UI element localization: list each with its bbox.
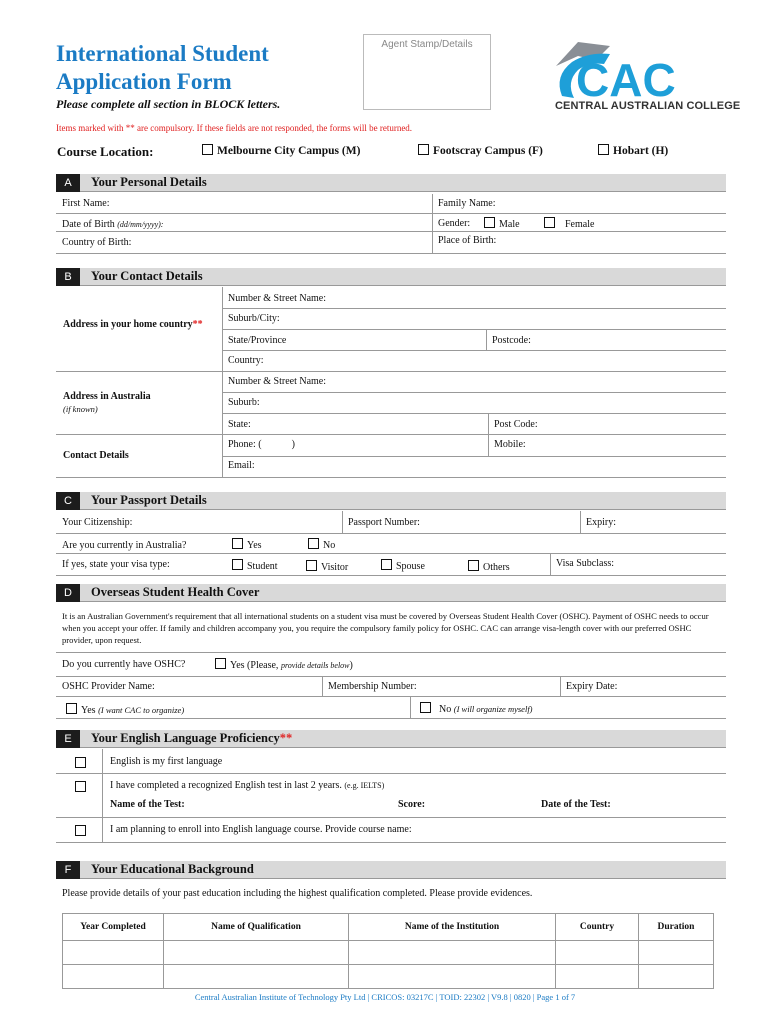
table-cell[interactable] xyxy=(349,965,556,989)
place-birth-field[interactable]: Place of Birth: xyxy=(438,235,497,246)
divider xyxy=(56,477,726,478)
checkbox-icon[interactable] xyxy=(484,217,495,228)
table-cell[interactable] xyxy=(164,965,349,989)
dob-label: Date of Birth xyxy=(62,219,118,230)
aus-street-field[interactable]: Number & Street Name: xyxy=(228,376,327,387)
section-a-header xyxy=(56,174,726,192)
home-country-field[interactable]: Country: xyxy=(228,355,264,366)
phone-label: Phone: ( xyxy=(228,439,262,450)
table-cell[interactable] xyxy=(639,941,714,965)
page-footer: Central Australian Institute of Technology Pty Ltd | CRICOS: 03217C | TOID: 22302 | V9.8 | 0820 | Page 1 of 7 xyxy=(194,992,576,1002)
visa-spouse-option[interactable] xyxy=(381,559,425,572)
checkbox-icon[interactable] xyxy=(468,560,479,571)
english-course-checkbox-icon[interactable] xyxy=(75,825,86,836)
visa-type-label: If yes, state your visa type: xyxy=(62,559,170,570)
close-paren: ) xyxy=(349,660,353,671)
checkbox-icon[interactable] xyxy=(544,217,555,228)
col-qualification: Name of Qualification xyxy=(164,914,349,941)
divider xyxy=(56,533,726,534)
checkbox-icon[interactable] xyxy=(420,702,431,713)
section-letter: C xyxy=(56,492,80,510)
title-line-1: International Student xyxy=(56,41,269,66)
section-c-header xyxy=(56,492,726,510)
col-institution: Name of the Institution xyxy=(349,914,556,941)
email-field[interactable]: Email: xyxy=(228,460,255,471)
divider xyxy=(410,696,411,718)
college-name: CENTRAL AUSTRALIAN COLLEGE xyxy=(555,100,741,112)
gender-label: Gender: xyxy=(438,218,471,229)
section-title: Your Passport Details xyxy=(91,493,207,507)
divider xyxy=(222,350,726,351)
divider xyxy=(222,329,726,330)
aus-suburb-field[interactable]: Suburb: xyxy=(228,397,260,408)
test-score-field[interactable]: Score: xyxy=(398,799,426,810)
compulsory-notice: Items marked with ** are compulsory. If these fields are not responded, the forms will be returned. xyxy=(56,123,413,133)
divider xyxy=(488,413,489,457)
divider xyxy=(102,749,103,843)
divider xyxy=(56,718,726,719)
english-test-example: (e.g. IELTS) xyxy=(344,781,385,790)
section-title: Your Contact Details xyxy=(91,269,203,283)
section-e-header xyxy=(56,730,726,748)
dob-format: (dd/mm/yyyy): xyxy=(117,220,164,229)
spouse-label: Spouse xyxy=(396,561,425,572)
checkbox-icon[interactable] xyxy=(215,658,226,669)
no-label: No xyxy=(323,540,336,551)
divider xyxy=(56,817,726,818)
section-letter: D xyxy=(56,584,80,602)
yes-cac-label: Yes xyxy=(81,705,99,716)
citizenship-field[interactable]: Your Citizenship: xyxy=(62,517,133,528)
divider xyxy=(342,511,343,533)
mobile-field[interactable]: Mobile: xyxy=(494,439,526,450)
table-cell[interactable] xyxy=(63,941,164,965)
divider xyxy=(56,213,726,214)
table-row xyxy=(63,965,714,989)
divider xyxy=(56,434,726,435)
table-row xyxy=(63,941,714,965)
female-label: Female xyxy=(565,219,595,230)
section-f-header xyxy=(56,861,726,879)
col-country: Country xyxy=(556,914,639,941)
divider xyxy=(432,194,433,254)
provide-details-label: provide details below xyxy=(280,661,350,670)
course-option-label: Melbourne City Campus (M) xyxy=(217,145,361,157)
cac-organize-label: (I want CAC to organize) xyxy=(98,705,185,715)
oshc-expiry-field[interactable]: Expiry Date: xyxy=(566,681,618,692)
divider xyxy=(56,231,726,232)
agent-stamp-label: Agent Stamp/Details xyxy=(381,39,473,50)
course-option-footscray[interactable] xyxy=(418,144,543,157)
divider xyxy=(560,676,561,696)
checkbox-icon[interactable] xyxy=(381,559,392,570)
oshc-provider-field[interactable]: OSHC Provider Name: xyxy=(62,681,155,692)
dob-field[interactable] xyxy=(62,219,163,230)
education-table xyxy=(62,913,714,989)
checkbox-icon[interactable] xyxy=(66,703,77,714)
required-marker: ** xyxy=(192,319,203,330)
section-title: Your Educational Background xyxy=(91,862,254,876)
oshc-self-organize-option[interactable] xyxy=(420,702,533,715)
family-name-field[interactable]: Family Name: xyxy=(438,198,496,209)
divider xyxy=(222,287,223,477)
section-letter: B xyxy=(56,268,80,286)
divider xyxy=(322,676,323,696)
aus-address-note: (if known) xyxy=(63,404,98,414)
logo-letters: CAC xyxy=(576,54,676,106)
home-state-field[interactable]: State/Province xyxy=(228,335,287,346)
contact-details-label: Contact Details xyxy=(63,450,129,461)
english-test-option xyxy=(110,780,384,791)
no-label: No xyxy=(439,704,454,715)
section-title: Your Personal Details xyxy=(91,175,207,189)
section-b-header xyxy=(56,268,726,286)
divider xyxy=(486,329,487,350)
table-cell[interactable] xyxy=(63,965,164,989)
checkbox-icon[interactable] xyxy=(232,559,243,570)
table-cell[interactable] xyxy=(164,941,349,965)
test-name-field[interactable]: Name of the Test: xyxy=(110,799,185,810)
divider xyxy=(56,575,726,576)
visa-subclass-field[interactable]: Visa Subclass: xyxy=(556,558,615,569)
education-instructions: Please provide details of your past education including the highest qualification completed. Please provide evidences. xyxy=(62,888,533,899)
checkbox-icon[interactable] xyxy=(306,560,317,571)
oshc-membership-field[interactable]: Membership Number: xyxy=(328,681,417,692)
english-test-checkbox-icon[interactable] xyxy=(75,781,86,792)
english-course-option[interactable]: I am planning to enroll into English language course. Provide course name: xyxy=(110,824,412,835)
table-cell[interactable] xyxy=(349,941,556,965)
phone-field[interactable] xyxy=(228,439,295,450)
divider xyxy=(56,696,726,697)
col-duration: Duration xyxy=(639,914,714,941)
course-option-hobart[interactable] xyxy=(598,144,668,157)
have-oshc-yes[interactable] xyxy=(215,658,353,671)
form-subtitle: Please complete all section in BLOCK letters. xyxy=(56,97,281,111)
english-first-checkbox-icon[interactable] xyxy=(75,757,86,768)
col-year-completed: Year Completed xyxy=(63,914,164,941)
home-street-field[interactable]: Number & Street Name: xyxy=(228,293,327,304)
aus-state-field[interactable]: State: xyxy=(228,419,251,430)
divider xyxy=(222,456,726,457)
section-title: Overseas Student Health Cover xyxy=(91,585,260,599)
agent-stamp-box[interactable] xyxy=(363,34,491,110)
oshc-paragraph: It is an Australian Government's requirement that all international students on a student visa must be covered by Overseas Student Health Cover (OSHC). Payment of OSHC needs to occur when you accept your offer. If family and children accompany you, you require the compulsory family policy for OSHC. CAC can arrange visa-length cover with our preferred OSHC provider, upon request. xyxy=(62,611,709,645)
home-postcode-field[interactable]: Postcode: xyxy=(492,335,531,346)
divider xyxy=(56,253,726,254)
section-title xyxy=(91,731,292,746)
in-australia-label: Are you currently in Australia? xyxy=(62,540,187,551)
test-date-field[interactable]: Date of the Test: xyxy=(541,799,611,810)
course-option-melbourne[interactable] xyxy=(202,144,360,157)
table-cell[interactable] xyxy=(556,965,639,989)
passport-expiry-field[interactable]: Expiry: xyxy=(586,517,616,528)
visitor-label: Visitor xyxy=(321,562,349,573)
oshc-cac-organize-option[interactable] xyxy=(66,703,184,716)
form-title xyxy=(56,40,269,96)
course-option-label: Footscray Campus (F) xyxy=(433,145,543,157)
divider xyxy=(550,553,551,575)
divider xyxy=(56,842,726,843)
others-label: Others xyxy=(483,562,510,573)
gender-female-option[interactable] xyxy=(544,217,594,230)
gender-male-option[interactable] xyxy=(484,217,520,230)
checkbox-icon[interactable] xyxy=(598,144,609,155)
divider xyxy=(56,553,726,554)
aus-address-label: Address in Australia xyxy=(63,391,151,402)
visa-others-option[interactable] xyxy=(468,560,510,573)
passport-number-field[interactable]: Passport Number: xyxy=(348,517,420,528)
yes-please-label: Yes (Please, xyxy=(230,660,281,671)
title-line-2: Application Form xyxy=(56,69,232,94)
section-letter: A xyxy=(56,174,80,192)
organize-myself-label: (I will organize myself) xyxy=(453,704,533,714)
english-first-language-option: English is my first language xyxy=(110,756,223,767)
home-address-label xyxy=(63,318,203,331)
required-marker: ** xyxy=(279,731,293,745)
first-name-field[interactable]: First Name: xyxy=(62,198,110,209)
visa-visitor-option[interactable] xyxy=(306,560,348,573)
section-letter: E xyxy=(56,730,80,748)
country-birth-field[interactable]: Country of Birth: xyxy=(62,237,132,248)
checkbox-icon[interactable] xyxy=(202,144,213,155)
checkbox-icon[interactable] xyxy=(232,538,243,549)
table-cell[interactable] xyxy=(639,965,714,989)
section-d-header xyxy=(56,584,726,602)
yes-label: Yes xyxy=(247,540,262,551)
in-australia-no[interactable] xyxy=(308,538,335,551)
divider xyxy=(222,413,726,414)
divider xyxy=(56,371,726,372)
table-header-row xyxy=(63,914,714,941)
section-letter: F xyxy=(56,861,80,879)
divider xyxy=(56,676,726,677)
student-label: Student xyxy=(247,561,278,572)
male-label: Male xyxy=(499,219,520,230)
have-oshc-label: Do you currently have OSHC? xyxy=(62,659,186,670)
divider xyxy=(222,308,726,309)
aus-postcode-field[interactable]: Post Code: xyxy=(494,419,538,430)
section-title-text: Your English Language Proficiency xyxy=(91,731,280,745)
in-australia-yes[interactable] xyxy=(232,538,262,551)
home-address-text: Address in your home country xyxy=(63,319,193,330)
divider xyxy=(580,511,581,533)
checkbox-icon[interactable] xyxy=(308,538,319,549)
home-suburb-field[interactable]: Suburb/City: xyxy=(228,313,280,324)
phone-close: ) xyxy=(291,439,295,450)
course-location-label: Course Location: xyxy=(57,144,154,159)
visa-student-option[interactable] xyxy=(232,559,278,572)
divider xyxy=(56,773,726,774)
course-option-label: Hobart (H) xyxy=(613,145,669,157)
checkbox-icon[interactable] xyxy=(418,144,429,155)
divider xyxy=(222,392,726,393)
table-cell[interactable] xyxy=(556,941,639,965)
divider xyxy=(56,652,726,653)
english-test-text: I have completed a recognized English test in last 2 years. xyxy=(110,780,345,791)
